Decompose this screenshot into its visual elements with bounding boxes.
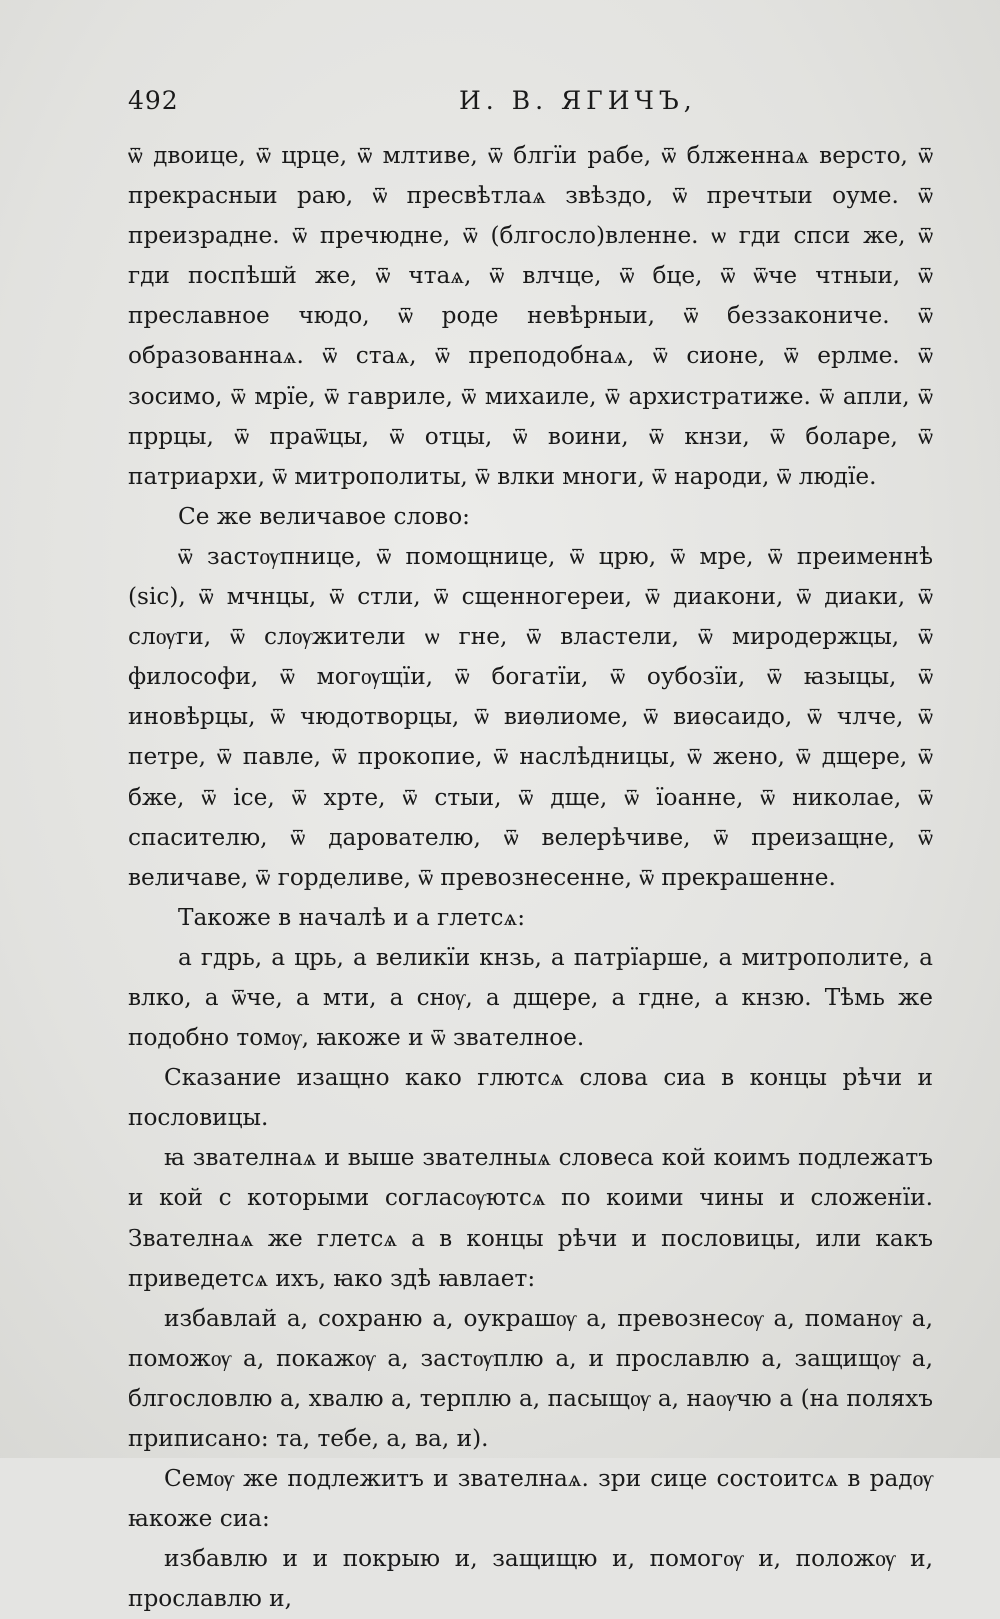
paragraph-vocative-explanation: ꙗ звателнаѧ и выше звателныѧ словеса кой коимъ подлежатъ и кой с которыми согласѹютсѧ по коими чины и сложенїи. Звателнаѧ же глетсѧ а в концы рѣчи и пословицы, или какъ приведетсѧ ихъ, ꙗко здѣ ꙗвлает:	[128, 1144, 933, 1292]
page-number: 492	[128, 86, 179, 115]
paragraph-vocatives-o: ѿ двоице, ѿ црце, ѿ млтиве, ѿ блгїи рабе, ѿ блженнаѧ версто, ѿ прекрасныи раю, ѿ пресвѣтлаѧ звѣздо, ѿ пречтыи оуме. ѿ преизрадне. ѿ пречюдне, ѿ (блгосло)вленне. ѡ гди спси же, ѿ гди поспѣшй же, ѿ чтаѧ, ѿ влчце, ѿ бце, ѿ ѿче чтныи, ѿ преславное чюдо, ѿ роде невѣрныи, ѿ беззакониче. ѿ образованнаѧ. ѿ стаѧ, ѿ преподобнаѧ, ѿ сионе, ѿ ерлме. ѿ зосимо, ѿ мрїе, ѿ гавриле, ѿ михаиле, ѿ архистратиже. ѿ апли, ѿ пррцы, ѿ праѿцы, ѿ отцы, ѿ воини, ѿ кнзи, ѿ боларе, ѿ патриархи, ѿ митрополиты, ѿ влки многи, ѿ народи, ѿ людїе.	[128, 142, 933, 490]
running-title: И. В. ЯГИЧЪ,	[459, 86, 697, 115]
page-header	[128, 86, 928, 120]
paragraph-magnificent-word: ѿ застѹпнице, ѿ помощнице, ѿ црю, ѿ мре, ѿ преименнѣ (sic), ѿ мчнцы, ѿ стли, ѿ сщенногереи, ѿ диакони, ѿ диаки, ѿ слѹги, ѿ слѹжители ѡ гне, ѿ властели, ѿ миродержцы, ѿ философи, ѿ могѹщїи, ѿ богатїи, ѿ оубозїи, ѿ ꙗзыцы, ѿ иновѣрцы, ѿ чюдотворцы, ѿ виѳлиоме, ѿ виѳсаидо, ѿ члче, ѿ петре, ѿ павле, ѿ прокопие, ѿ наслѣдницы, ѿ жено, ѿ дщере, ѿ бже, ѿ ісе, ѿ хрте, ѿ стыи, ѿ дще, ѿ ïоанне, ѿ николае, ѿ спасителю, ѿ дарователю, ѿ велерѣчиве, ѿ преизащне, ѿ величаве, ѿ горделиве, ѿ превознесенне, ѿ прекрашенне.	[128, 542, 933, 891]
paragraph-intro-i: Семѹ же подлежитъ и звателнаѧ. зри сице состоитсѧ в радѹ ꙗкоже сиа:	[128, 1465, 933, 1533]
body-text	[128, 136, 933, 1619]
paragraph-heading-tale: Сказание изащно како глютсѧ слова сиа в концы рѣчи и пословицы.	[128, 1064, 933, 1132]
paragraph-intro-magnificent: Се же величавое слово:	[178, 502, 470, 530]
paragraph-verb-examples-a: избавлай а, сохраню а, оукрашѹ а, превознесѹ а, поманѹ а, поможѹ а, покажѹ а, застѹплю а, и прославлю а, защищѹ а, блгословлю а, хвалю а, терплю а, пасыщѹ а, наѹчю а (на поляхъ приписано: та, тебе, а, ва, и).	[128, 1304, 933, 1452]
paragraph-verb-examples-i: избавлю и и покрыю и, защищю и, помогѹ и, положѹ и, прославлю и,	[128, 1545, 933, 1613]
paragraph-intro-a: Такоже в началѣ и а глетсѧ:	[178, 903, 526, 931]
paragraph-vocatives-a: а гдрь, а црь, а великїи кнзь, а патрїарше, а митрополите, а влко, а ѿче, а мти, а снѹ, а дщере, а гдне, а кнзю. Тѣмь же подобно томѹ, ꙗкоже и ѿ звателное.	[128, 943, 933, 1052]
